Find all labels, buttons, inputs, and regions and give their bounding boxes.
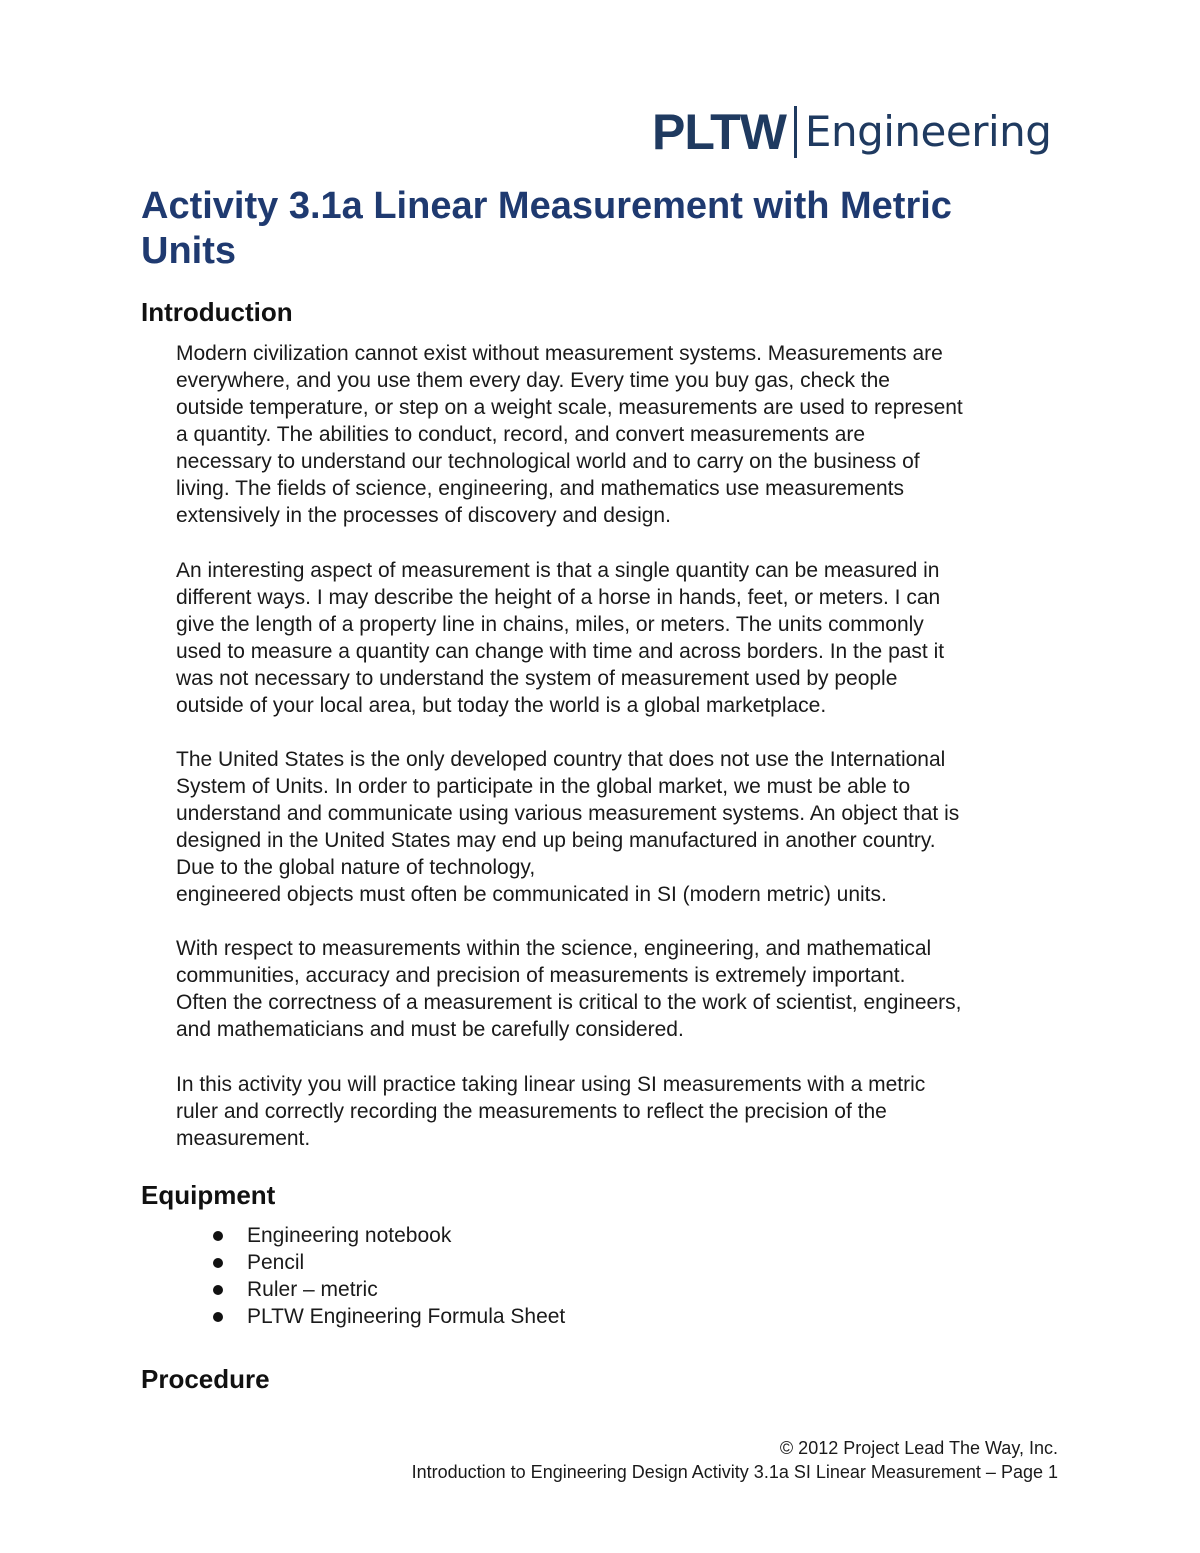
text-line: An interesting aspect of measurement is that a single quantity can be measured in bbox=[176, 559, 940, 582]
title-line-1: Activity 3.1a Linear Measurement with Metric bbox=[141, 185, 952, 227]
text-line: Due to the global nature of technology, bbox=[176, 856, 536, 879]
text-line: outside of your local area, but today the world is a global marketplace. bbox=[176, 694, 827, 717]
text-line: used to measure a quantity can change with time and across borders. In the past it bbox=[176, 640, 945, 663]
page-label: Introduction to Engineering Design Activity 3.1a SI Linear Measurement – Page 1 bbox=[411, 1462, 1058, 1482]
text-line: ruler and correctly recording the measurements to reflect the precision of the bbox=[176, 1100, 887, 1123]
text-line: engineered objects must often be communicated in SI (modern metric) units. bbox=[176, 883, 887, 906]
intro-paragraph-5 bbox=[176, 1071, 1076, 1152]
equipment-item-label: Ruler – metric bbox=[247, 1278, 378, 1301]
page-footer bbox=[412, 1436, 1058, 1484]
text-line: a quantity. The abilities to conduct, record, and convert measurements are bbox=[176, 423, 866, 446]
bullet-icon bbox=[213, 1231, 223, 1241]
introduction-heading: Introduction bbox=[141, 297, 293, 327]
text-line: System of Units. In order to participate in the global market, we must be able to bbox=[176, 775, 911, 798]
intro-paragraph-3 bbox=[176, 746, 1076, 908]
document-title bbox=[141, 184, 1071, 274]
equipment-item-label: PLTW Engineering Formula Sheet bbox=[247, 1305, 566, 1328]
pltw-engineering-logo bbox=[652, 104, 1051, 160]
text-line: necessary to understand our technological world and to carry on the business of bbox=[176, 450, 920, 473]
text-line: designed in the United States may end up being manufactured in another country. bbox=[176, 829, 936, 852]
text-line: In this activity you will practice taking linear using SI measurements with a metric bbox=[176, 1073, 926, 1096]
title-line-2: Units bbox=[141, 230, 236, 272]
text-line: extensively in the processes of discovery and design. bbox=[176, 504, 671, 527]
bullet-icon bbox=[213, 1312, 223, 1322]
text-line: With respect to measurements within the science, engineering, and mathematical bbox=[176, 937, 932, 960]
logo-pltw-text: PLTW bbox=[652, 104, 786, 160]
logo-engineering-text: Engineering bbox=[804, 107, 1052, 156]
equipment-item-label: Engineering notebook bbox=[247, 1224, 452, 1247]
text-line: different ways. I may describe the height of a horse in hands, feet, or meters. I can bbox=[176, 586, 941, 609]
procedure-heading: Procedure bbox=[141, 1364, 270, 1394]
list-item bbox=[210, 1276, 565, 1303]
bullet-icon bbox=[213, 1258, 223, 1268]
list-item bbox=[210, 1303, 565, 1330]
intro-paragraph-4 bbox=[176, 935, 1076, 1043]
text-line: outside temperature, or step on a weight scale, measurements are used to represent bbox=[176, 396, 963, 419]
text-line: Modern civilization cannot exist without measurement systems. Measurements are bbox=[176, 342, 943, 365]
copyright-text: © 2012 Project Lead The Way, Inc. bbox=[779, 1438, 1058, 1458]
text-line: communities, accuracy and precision of measurements is extremely important. bbox=[176, 964, 906, 987]
equipment-item-label: Pencil bbox=[247, 1251, 305, 1274]
text-line: was not necessary to understand the system of measurement used by people bbox=[176, 667, 898, 690]
logo-divider bbox=[794, 106, 797, 158]
text-line: everywhere, and you use them every day. Every time you buy gas, check the bbox=[176, 369, 890, 392]
intro-paragraph-2 bbox=[176, 557, 1076, 719]
text-line: measurement. bbox=[176, 1127, 311, 1150]
text-line: give the length of a property line in chains, miles, or meters. The units commonly bbox=[176, 613, 924, 636]
text-line: and mathematicians and must be carefully considered. bbox=[176, 1018, 684, 1041]
text-line: understand and communicate using various measurement systems. An object that is bbox=[176, 802, 960, 825]
list-item bbox=[210, 1222, 565, 1249]
intro-paragraph-1 bbox=[176, 340, 1076, 529]
text-line: Often the correctness of a measurement is critical to the work of scientist, engineers, bbox=[176, 991, 962, 1014]
equipment-heading: Equipment bbox=[141, 1180, 276, 1210]
list-item bbox=[210, 1249, 565, 1276]
text-line: living. The fields of science, engineering, and mathematics use measurements bbox=[176, 477, 904, 500]
equipment-list bbox=[210, 1222, 565, 1330]
text-line: The United States is the only developed country that does not use the International bbox=[176, 748, 946, 771]
bullet-icon bbox=[213, 1285, 223, 1295]
